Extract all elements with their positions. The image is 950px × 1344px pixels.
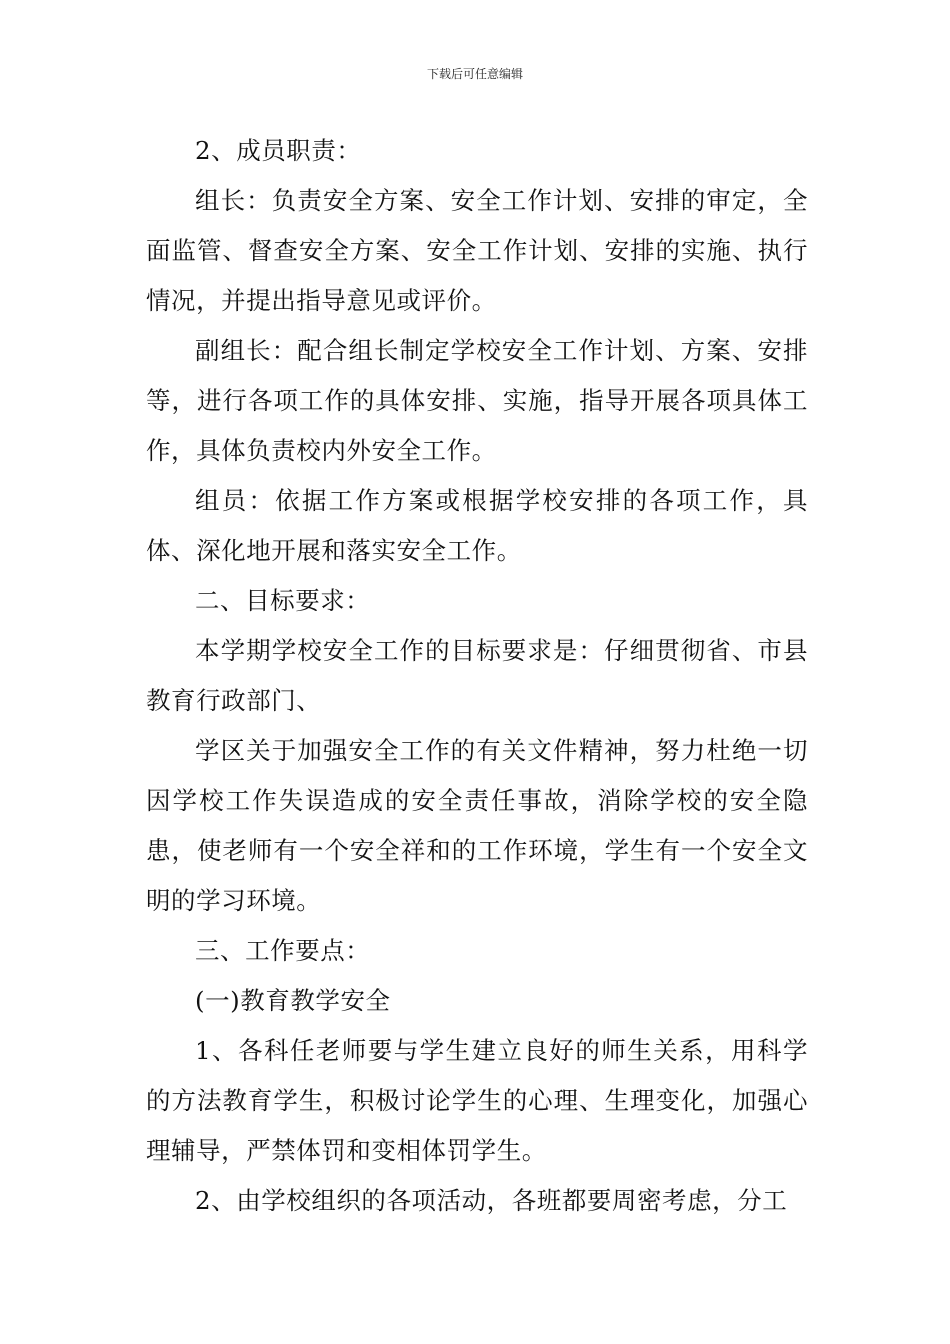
paragraph-teaching-safety-heading: (一)教育教学安全 [195,986,391,1015]
paragraph-goals-intro: 本学期学校安全工作的目标要求是：仔细贯彻省、市县教育行政部门、 [146,636,808,715]
paragraph-school-activities: 2、由学校组织的各项活动，各班都要周密考虑，分工 [195,1186,788,1215]
paragraph-leader-duties: 组长：负责安全方案、安全工作计划、安排的审定，全面监管、督查安全方案、安全工作计划、安排的实施、执行情况，并提出指导意见或评价。 [146,186,808,315]
paragraph-member-duties: 组员：依据工作方案或根据学校安排的各项工作，具体、深化地开展和落实安全工作。 [146,486,808,565]
paragraph-member-duties-heading: 2、成员职责： [195,136,362,165]
paragraph-deputy-leader-duties: 副组长：配合组长制定学校安全工作计划、方案、安排等，进行各项工作的具体安排、实施，指导开展各项具体工作，具体负责校内外安全工作。 [146,336,808,465]
paragraph-goals-detail: 学区关于加强安全工作的有关文件精神，努力杜绝一切因学校工作失误造成的安全责任事故，消除学校的安全隐患，使老师有一个安全祥和的工作环境，学生有一个安全文明的学习环境。 [146,736,808,915]
paragraph-work-points-heading: 三、工作要点： [195,936,371,965]
page-header: 下载后可任意编辑 [426,67,523,81]
document-body [146,126,808,1226]
paragraph-goals-heading: 二、目标要求： [195,586,371,615]
paragraph-teacher-student-relations: 1、各科任老师要与学生建立良好的师生关系，用科学的方法教育学生，积极讨论学生的心理、生理变化，加强心理辅导，严禁体罚和变相体罚学生。 [146,1036,808,1165]
